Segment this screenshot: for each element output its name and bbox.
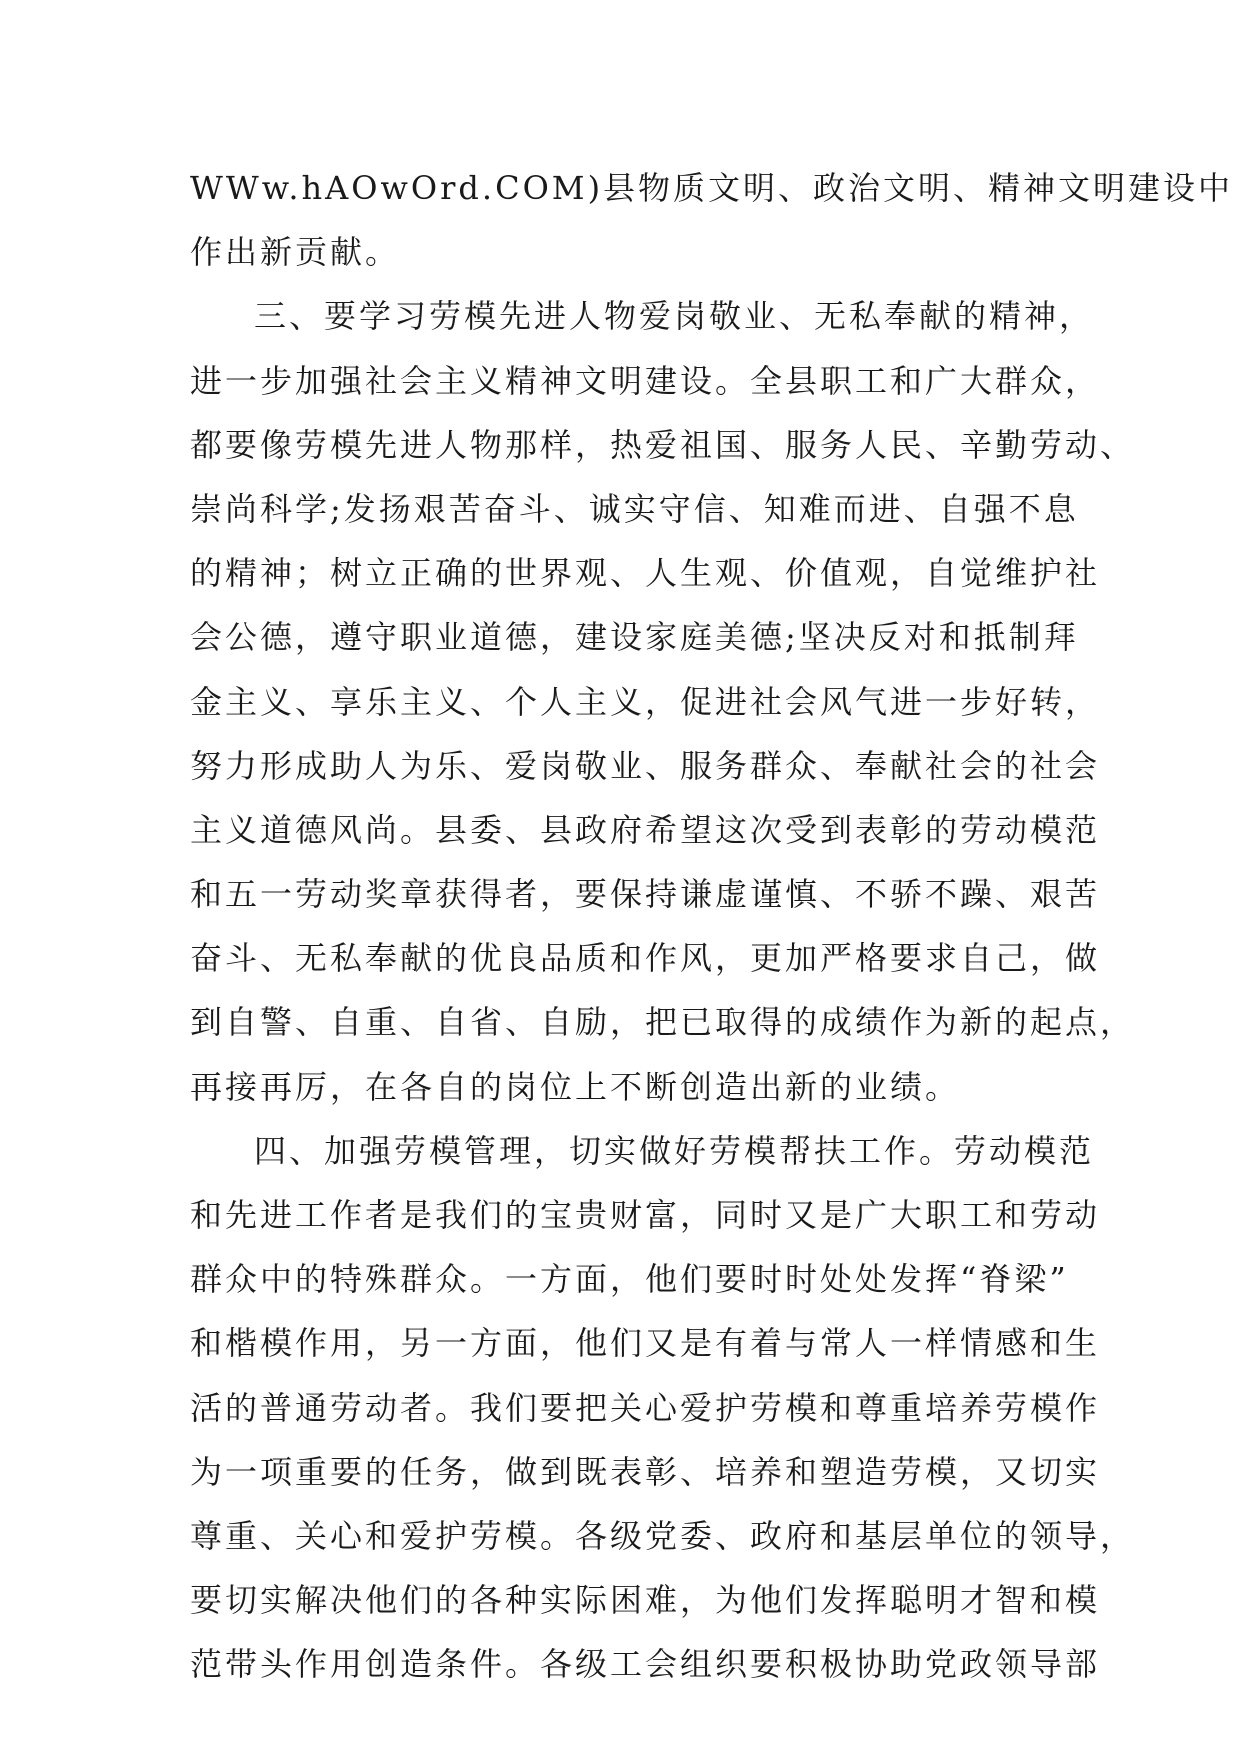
text-line: 和先进工作者是我们的宝贵财富，同时又是广大职工和劳动 [190,1196,1101,1234]
text-line: 的精神；树立正确的世界观、人生观、价值观，自觉维护社 [190,554,1101,593]
text-line: 奋斗、无私奉献的优良品质和作风，更加严格要求自己，做 [190,939,1101,978]
text-line: 要切实解决他们的各种实际困难，为他们发挥聪明才智和模 [190,1581,1101,1620]
text-line: 和五一劳动奖章获得者，要保持谦虚谨慎、不骄不躁、艰苦 [190,875,1101,914]
text-line: 群众中的特殊群众。一方面，他们要时时处处发挥“脊梁” [190,1260,1069,1299]
text-line: 再接再厉，在各自的岗位上不断创造出新的业绩。 [190,1067,961,1106]
paragraph-start-line: 三、要学习劳模先进人物爱岗敬业、无私奉献的精神， [254,297,1095,336]
text-line: 主义道德风尚。县委、县政府希望这次受到表彰的劳动模范 [190,810,1101,849]
text-line: WWw.hAOwOrd.COM)县物质文明、政治文明、精神文明建设中 [190,169,1234,207]
text-line: 都要像劳模先进人物那样，热爱祖国、服务人民、辛勤劳动、 [190,425,1136,464]
text-line: 为一项重要的任务，做到既表彰、培养和塑造劳模，又切实 [190,1452,1101,1491]
text-line: 尊重、关心和爱护劳模。各级党委、政府和基层单位的领导， [190,1516,1136,1555]
body-text [190,156,1234,1697]
text-line: 崇尚科学;发扬艰苦奋斗、诚实守信、知难而进、自强不息 [190,489,1079,528]
text-line: 作出新贡献。 [190,233,401,272]
text-line: 活的普通劳动者。我们要把关心爱护劳模和尊重培养劳模作 [190,1388,1101,1427]
text-line: 到自警、自重、自省、自励，把已取得的成绩作为新的起点， [190,1003,1136,1042]
text-line: 进一步加强社会主义精神文明建设。全县职工和广大群众， [190,361,1101,400]
text-line: 和楷模作用，另一方面，他们又是有着与常人一样情感和生 [190,1324,1101,1363]
text-line: 范带头作用创造条件。各级工会组织要积极协助党政领导部 [190,1645,1101,1684]
text-line: 金主义、享乐主义、个人主义，促进社会风气进一步好转， [190,682,1101,721]
text-line: 会公德，遵守职业道德，建设家庭美德;坚决反对和抵制拜 [190,618,1079,657]
paragraph-start-line: 四、加强劳模管理，切实做好劳模帮扶工作。劳动模范 [254,1131,1095,1170]
text-line: 努力形成助人为乐、爱岗敬业、服务群众、奉献社会的社会 [190,746,1101,785]
